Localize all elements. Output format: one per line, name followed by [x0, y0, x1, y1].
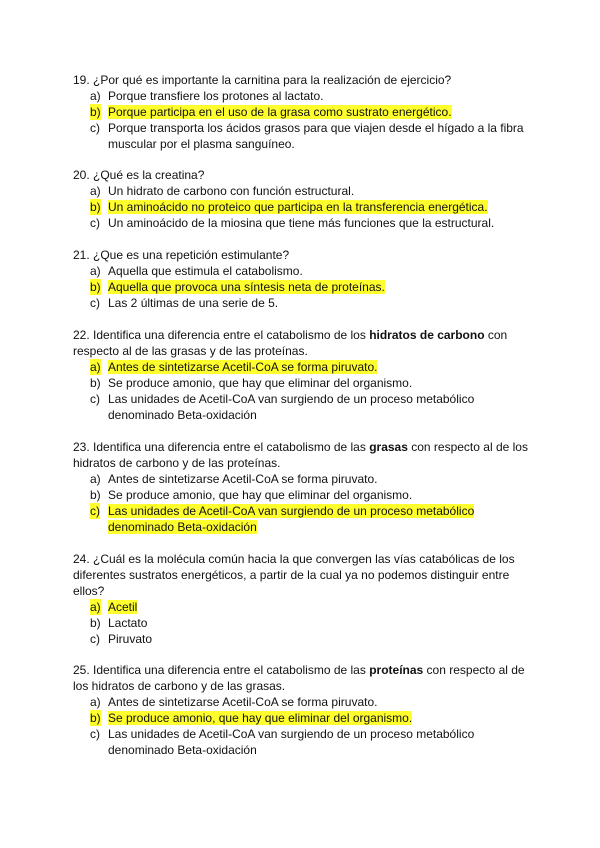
- option-text: Se produce amonio, que hay que eliminar del organismo.: [108, 711, 413, 725]
- option-letter: a): [90, 600, 101, 614]
- option-text: Se produce amonio, que hay que eliminar del organismo.: [108, 376, 413, 390]
- question-text: [73, 327, 531, 359]
- option-letter: c): [90, 632, 100, 646]
- option-text: Porque transporta los ácidos grasos para que viajen desde el hígado a la fibra muscular por el plasma sanguíneo.: [108, 121, 524, 151]
- option-list: [73, 694, 531, 758]
- option-c: [73, 295, 531, 311]
- option-text: Aquella que estimula el catabolismo.: [108, 264, 303, 278]
- option-letter: b): [90, 488, 101, 502]
- option-c: [73, 726, 531, 758]
- option-text: Porque participa en el uso de la grasa como sustrato energético.: [108, 105, 452, 119]
- question-text: 20. ¿Qué es la creatina?: [73, 168, 205, 182]
- question-20: [73, 167, 531, 231]
- option-c: [73, 391, 531, 423]
- option-letter: b): [90, 616, 101, 630]
- question-text-start: 25. Identifica una diferencia entre el catabolismo de las: [73, 663, 370, 677]
- option-letter: a): [90, 264, 101, 278]
- option-a-highlighted: [73, 599, 531, 615]
- question-25: [73, 662, 531, 758]
- option-b-highlighted: [73, 710, 531, 726]
- question-emphasis: hidratos de carbono: [369, 328, 485, 342]
- option-letter: c): [90, 727, 100, 741]
- option-text: Antes de sintetizarse Acetil-CoA se forma piruvato.: [108, 360, 378, 374]
- option-text: Porque transfiere los protones al lactato.: [108, 89, 324, 103]
- question-text: 24. ¿Cuál es la molécula común hacia la que convergen las vías catabólicas de los diferentes sustratos energéticos, a partir de la cual ya no podemos distinguir entre ellos?: [73, 552, 515, 598]
- option-text: Un aminoácido no proteico que participa en la transferencia energética.: [108, 200, 488, 214]
- question-text-start: 23. Identifica una diferencia entre el catabolismo de las: [73, 440, 370, 454]
- option-letter: a): [90, 89, 101, 103]
- option-letter: c): [90, 504, 100, 518]
- option-text: Antes de sintetizarse Acetil-CoA se forma piruvato.: [108, 472, 378, 486]
- question-22: [73, 327, 531, 423]
- question-24: [73, 551, 531, 647]
- question-text-end: con respecto al de los hidratos de carbono y de las grasas.: [73, 663, 525, 693]
- option-list: [73, 359, 531, 423]
- option-letter: c): [90, 296, 100, 310]
- option-text: Lactato: [108, 616, 148, 630]
- option-list: [73, 88, 531, 152]
- option-letter: a): [90, 695, 101, 709]
- option-b: [73, 375, 531, 391]
- option-letter: a): [90, 360, 101, 374]
- option-text: Se produce amonio, que hay que eliminar del organismo.: [108, 488, 413, 502]
- option-letter: c): [90, 216, 100, 230]
- question-text-end: con respecto al de las grasas y de las proteínas.: [73, 328, 508, 358]
- question-23: [73, 439, 531, 535]
- question-text-end: con respecto al de los hidratos de carbono y de las proteínas.: [73, 440, 528, 470]
- option-letter: c): [90, 392, 100, 406]
- option-text: Antes de sintetizarse Acetil-CoA se forma piruvato.: [108, 695, 378, 709]
- option-list: [73, 263, 531, 311]
- question-21: [73, 247, 531, 311]
- option-letter: b): [90, 280, 101, 294]
- option-letter: b): [90, 711, 101, 725]
- option-a-highlighted: [73, 359, 531, 375]
- option-list: [73, 599, 531, 647]
- option-text: Acetil: [108, 600, 138, 614]
- option-c: [73, 120, 531, 152]
- option-c: [73, 215, 531, 231]
- option-text: Piruvato: [108, 632, 153, 646]
- option-letter: c): [90, 121, 100, 135]
- option-a: [73, 183, 531, 199]
- question-text-start: 22. Identifica una diferencia entre el catabolismo de los: [73, 328, 370, 342]
- option-a: [73, 88, 531, 104]
- option-text: Las 2 últimas de una serie de 5.: [108, 296, 279, 310]
- option-b-highlighted: [73, 279, 531, 295]
- question-text: 21. ¿Que es una repetición estimulante?: [73, 248, 290, 262]
- option-letter: b): [90, 105, 101, 119]
- question-19: [73, 72, 531, 152]
- option-list: [73, 471, 531, 535]
- option-letter: a): [90, 472, 101, 486]
- option-letter: b): [90, 376, 101, 390]
- option-letter: a): [90, 184, 101, 198]
- option-text: Las unidades de Acetil-CoA van surgiendo de un proceso metabólico denominado Beta-oxidación: [108, 392, 475, 422]
- question-text: [73, 439, 531, 471]
- question-emphasis: grasas: [369, 440, 408, 454]
- option-b-highlighted: [73, 199, 531, 215]
- option-text: Aquella que provoca una síntesis neta de proteínas.: [108, 280, 385, 294]
- option-text: Un aminoácido de la miosina que tiene más funciones que la estructural.: [108, 216, 495, 230]
- question-emphasis: proteínas: [369, 663, 424, 677]
- option-a: [73, 694, 531, 710]
- option-b: [73, 487, 531, 503]
- question-text: [73, 662, 531, 694]
- option-a: [73, 263, 531, 279]
- option-list: [73, 183, 531, 231]
- option-a: [73, 471, 531, 487]
- option-text: Un hidrato de carbono con función estructural.: [108, 184, 355, 198]
- option-text: Las unidades de Acetil-CoA van surgiendo de un proceso metabólico denominado Beta-oxidación: [108, 504, 475, 534]
- question-text: 19. ¿Por qué es importante la carnitina para la realización de ejercicio?: [73, 73, 452, 87]
- option-b-highlighted: [73, 104, 531, 120]
- option-c-highlighted: [73, 503, 531, 535]
- option-letter: b): [90, 200, 101, 214]
- option-text: Las unidades de Acetil-CoA van surgiendo de un proceso metabólico denominado Beta-oxidación: [108, 727, 475, 757]
- option-c: [73, 631, 531, 647]
- option-b: [73, 615, 531, 631]
